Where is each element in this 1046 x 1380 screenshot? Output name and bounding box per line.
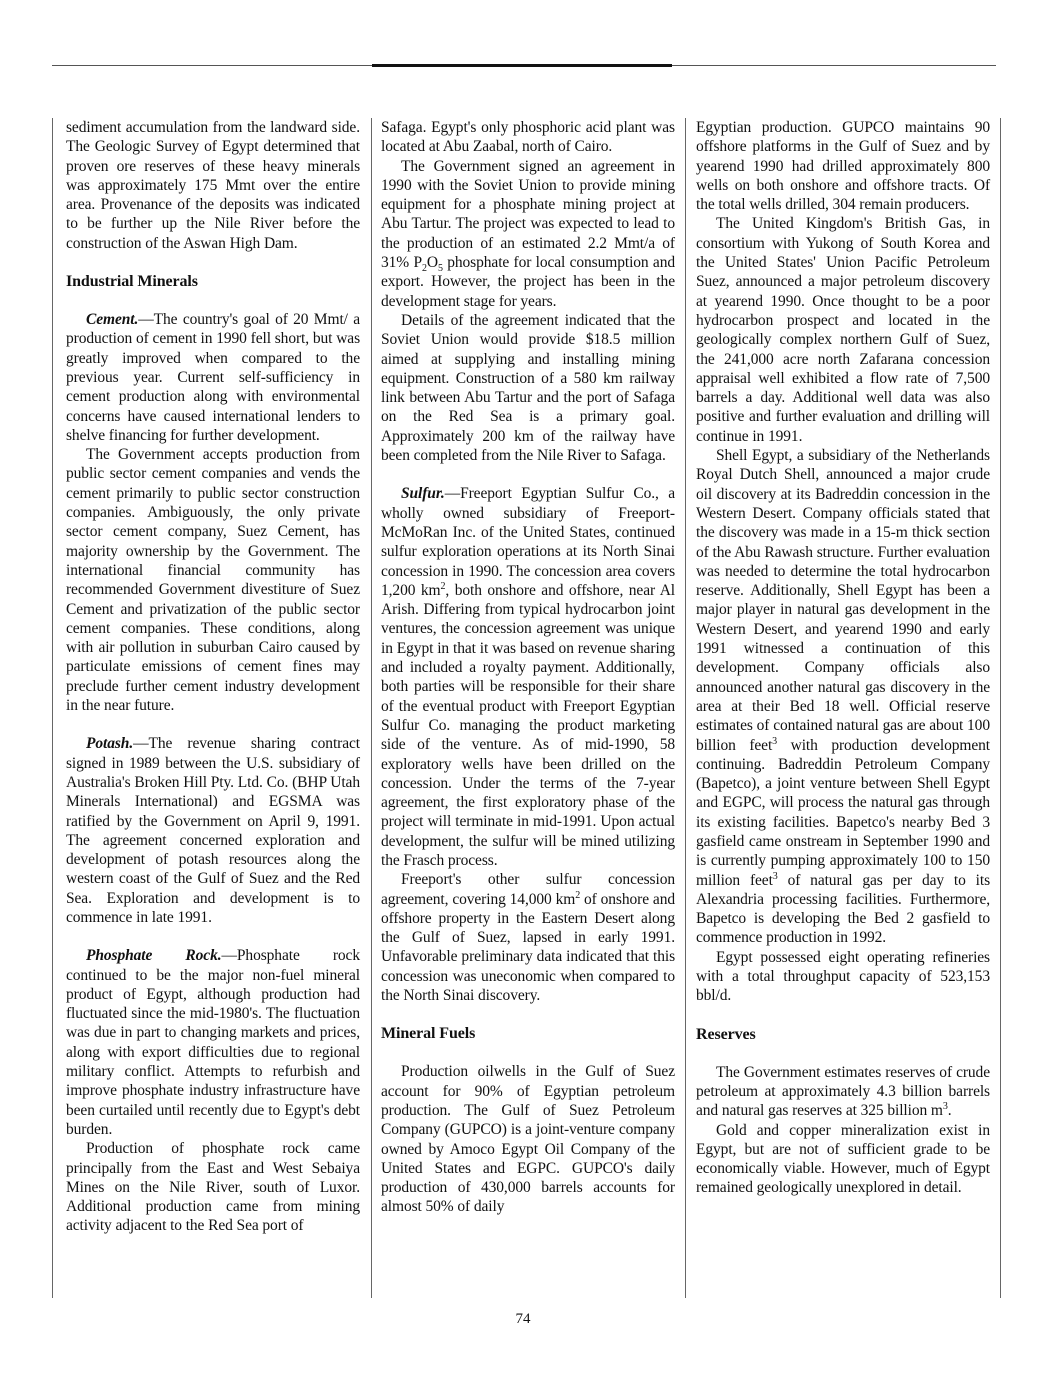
column-divider-right [1000, 118, 1001, 1298]
superscript-3: 3 [772, 735, 778, 747]
sulfur-text-b: , both onshore and offshore, near Al Arish. Differing from typical hydrocarbon joint ventures, the concession agreement was unique in Egypt in that it was based on revenue sharing and included a royalty payment. Additionally, both parties will be responsible for their share of the eventual product with Freeport Egyptian Sulfur Co. managing the product marketing side of the venture. As of mid-1990, 58 exploratory wells have been drilled on the concession. Under the terms of the 7-year agreement, the first exploratory phase of the project will terminate in mid-1991. Upon actual development, the sulfur will be mined utilizing the Frasch process. [381, 581, 676, 869]
heading-reserves: Reserves [696, 1025, 756, 1043]
freeport-text-a: Freeport's other sulfur concession agreement, covering 14,000 km [381, 871, 675, 908]
heading-industrial-minerals: Industrial Minerals [66, 273, 198, 291]
column-3 [696, 118, 990, 1198]
soviet-text-a: The Government signed an agreement in 1990 with the Soviet Union to provide mining equipment for a phosphate mining project at Abu Tartur. The project was expected to lead to the production of an estimated 2.2 Mmt/a of 31% P [381, 157, 675, 272]
paragraph-british-gas: The United Kingdom's British Gas, in consortium with Yukong of South Korea and the United States' Union Pacific Petroleum Suez, announced a major petroleum discovery at yearend 1990. Once thought to be a poor hydrocarbon prospect and located in the geologically complex northern Gulf of Suez, the 241,000 acre north Zafarana concession appraisal well exhibited a flow rate of 7,500 barrels a day. Additional well data was also positive and further evaluation and drilling will continue in 1991. [696, 215, 990, 445]
soviet-text-b: phosphate for local consumption and export. However, the project has been in the development stage for years. [381, 254, 675, 310]
paragraph-gold-copper: Gold and copper mineralization exist in Egypt, but are not of sufficient grade to be economically viable. However, much of Egypt remained geologically unexplored in detail. [696, 1121, 990, 1197]
superscript-2: 2 [575, 889, 581, 901]
cement-lead: Cement. [86, 311, 139, 329]
heading-mineral-fuels: Mineral Fuels [381, 1025, 476, 1043]
freeport-text-b: of onshore and offshore property in the Eastern Desert along the Gulf of Suez, lapsed in early 1991. Unfavorable preliminary data indicated that this concession was uneconomic when compared to the North Sinai discovery. [381, 890, 675, 1005]
paragraph-sediment: sediment accumulation from the landward side. The Geologic Survey of Egypt determined that proven ore reserves of these heavy minerals was approximately 175 Mmt over the entire area. Provenance of the deposits was indicated to be further up the Nile River before the construction of the Aswan High Dam. [66, 119, 360, 252]
paragraph-sulfur [381, 484, 675, 870]
oxygen-symbol: O [426, 254, 438, 272]
column-2 [381, 118, 675, 1217]
shell-text-b: with production development continuing. Badreddin Petroleum Company (Bapetco), a joint venture between Shell Egypt and EGPC, will process the natural gas through its existing facilities. Bapetco's nearby Bed 3 gasfield came onstream in September 1990 and is currently pumping approximately 100 to 150 million feet [696, 736, 990, 889]
superscript-2: 2 [440, 580, 446, 592]
column-1 [66, 118, 360, 1236]
column-divider-2 [685, 118, 686, 1298]
subscript-5: 5 [437, 263, 443, 275]
paragraph-phosphate-production: Production of phosphate rock came principally from the East and West Sebaiya Mines on the Nile River, south of Luxor. Additional production came from mining activity adjacent to the Red Sea port of [66, 1140, 360, 1235]
potash-text: —The revenue sharing contract signed in 1989 between the U.S. subsidiary of Australia's Broken Hill Pty. Ltd. Co. (BHP Utah Minerals International) and EGSMA was ratified by the Government on April 9, 1991. The agreement concerned exploration and development of potash resources along the western coast of the Gulf of Suez and the Red Sea. Exploration and development is to commence in late 1991. [66, 735, 360, 926]
cement-text: —The country's goal of 20 Mmt/ a production of cement in 1990 fell short, but was greatly improved when compared to the previous year. Current self-sufficiency in cement production along with environmental concerns have caused international lenders to shelve financing for further development. [66, 311, 360, 444]
paragraph-potash [66, 734, 360, 927]
shell-text-c: of natural gas per day to its Alexandria processing facilities. Furthermore, Bapetco is developing the Bed 2 gasfield to commence production in 1992. [696, 871, 991, 947]
paragraph-shell-egypt [696, 446, 990, 948]
subscript-2: 2 [421, 263, 427, 275]
paragraph-gupco: Egyptian production. GUPCO maintains 90 offshore platforms in the Gulf of Suez and by yearend 1990 had drilled approximately 800 wells on both onshore and offshore tracts. Of the total wells drilled, 304 remain producers. [696, 119, 990, 214]
superscript-3: 3 [772, 870, 778, 882]
paragraph-freeport-other [381, 870, 675, 1005]
column-divider-left [52, 118, 53, 1298]
superscript-3: 3 [942, 1101, 948, 1113]
paragraph-soviet-agreement [381, 157, 675, 311]
paragraph-government-cement: The Government accepts production from public sector cement companies and vends the cement primarily to public sector construction companies. Ambiguously, the only private sector cement company, Suez Cement, has majority ownership by the Government. The international financial community has recommended Government divestiture of Suez Cement and privatization of the public sector cement companies. These conditions, along with air pollution in suburban Cairo caused by particulate emissions of cement fines may preclude further cement industry development in the near future. [66, 446, 360, 715]
reserves-text-b: . [947, 1102, 952, 1120]
sulfur-lead: Sulfur. [401, 485, 445, 503]
phosphate-text: —Phosphate rock continued to be the major non-fuel mineral product of Egypt, although production had fluctuated since the mid-1980's. The fluctuation was due in part to changing markets and prices, along with export difficulties due to regional military conflict. Attempts to refurbish and improve phosphate industry infrastructure have been curtailed until recently due to Egypt's debt burden. [66, 947, 360, 1138]
potash-lead: Potash. [86, 735, 134, 753]
header-thick-rule [372, 64, 672, 67]
sulfur-text-a: —Freeport Egyptian Sulfur Co., a wholly owned subsidiary of Freeport-McMoRan Inc. of the United States, continued sulfur exploration operations at its North Sinai concession in 1990. The concession area covers 1,200 km [381, 485, 675, 599]
paragraph-oilwells: Production oilwells in the Gulf of Suez account for 90% of Egyptian petroleum production. The Gulf of Suez Petroleum Company (GUPCO) is a joint-venture company owned by Amoco Egypt Oil Company of the United States and EGPC. GUPCO's daily production of 430,000 barrels accounts for almost 50% of daily [381, 1063, 675, 1216]
paragraph-agreement-details: Details of the agreement indicated that the Soviet Union would provide $18.5 million aimed at supplying and installing mining equipment. Construction of a 580 km railway link between Abu Tartur and the port of Safaga on the Red Sea is a primary goal. Approximately 200 km of the railway have been completed from the Nile River to Safaga. [381, 311, 675, 465]
paragraph-safaga: Safaga. Egypt's only phosphoric acid plant was located at Abu Zaabal, north of Cairo. [381, 119, 675, 156]
column-divider-1 [371, 118, 372, 1298]
paragraph-reserves [696, 1063, 990, 1121]
paragraph-refineries: Egypt possessed eight operating refineries with a total throughput capacity of 523,153 bbl/d. [696, 948, 990, 1005]
reserves-text-a: The Government estimates reserves of crude petroleum at approximately 4.3 billion barrels and natural gas reserves at 325 billion m [696, 1063, 990, 1120]
phosphate-lead: Phosphate Rock. [86, 947, 222, 965]
page-number: 74 [515, 1311, 531, 1327]
paragraph-phosphate [66, 946, 360, 1139]
paragraph-cement [66, 310, 360, 445]
shell-text-a: Shell Egypt, a subsidiary of the Netherlands Royal Dutch Shell, announced a major crude oil discovery at its Badreddin concession in the Western Desert. Company officials stated that the discovery was made in a 15-m thick section of the Abu Rawash structure. Further evaluation was needed to determine the total hydrocarbon reserve. Additionally, Shell Egypt has been a major player in natural gas development in the Western Desert, and yearend 1990 and early 1991 witnessed a continuation of this development. Company officials also announced another natural gas discovery in the area at their Bed 18 well. Official reserve estimates of contained natural gas are about 100 billion feet [696, 447, 990, 754]
